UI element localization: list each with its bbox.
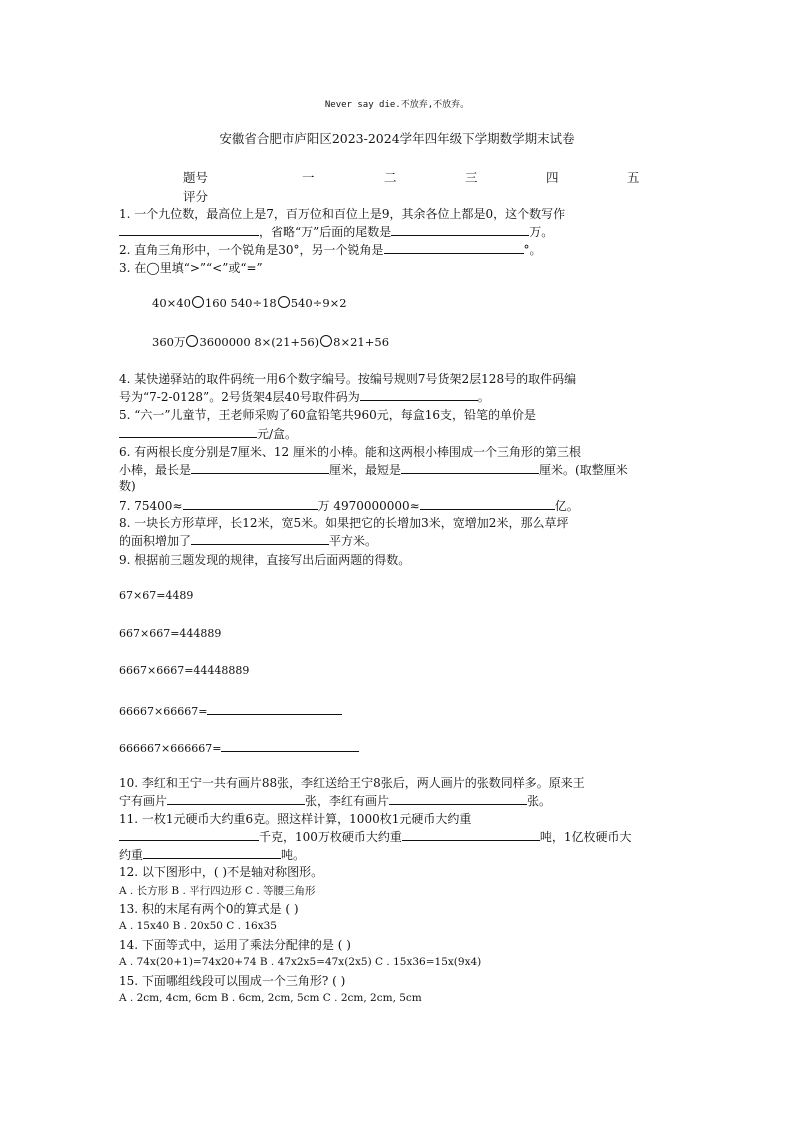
question-15-options[interactable]: A . 2cm, 4cm, 6cm B . 6cm, 2cm, 5cm C . 2cm, 2cm, 5cm: [119, 992, 422, 1004]
question-5-line-1: 5. “六一”儿童节，王老师采购了60盒铅笔共960元，每盒16支，铅笔的单价是: [119, 408, 536, 422]
answer-blank[interactable]: [391, 223, 529, 236]
question-6-line-1: 6. 有两根长度分别是7厘米、12 厘米的小棒。能和这两根小棒围成一个三角形的第三根: [119, 445, 581, 459]
answer-blank[interactable]: [401, 461, 539, 474]
answer-blank[interactable]: [384, 241, 524, 254]
answer-blank[interactable]: [119, 828, 259, 841]
question-11-line-3: 约重 吨。: [119, 848, 306, 862]
answer-blank[interactable]: [191, 532, 329, 545]
answer-blank[interactable]: [191, 461, 329, 474]
answer-blank[interactable]: [167, 792, 305, 805]
answer-blank[interactable]: [360, 388, 478, 401]
question-13: 13. 积的末尾有两个0的算式是 ( ): [119, 902, 299, 916]
question-6-line-2: 小棒，最长是 厘米，最短是 厘米。(取整厘米: [119, 463, 628, 477]
score-table-col-1: 一: [302, 170, 315, 185]
question-9-example-1: 67×67=4489: [119, 589, 194, 602]
question-14-options[interactable]: A . 74x(20+1)=74x20+74 B . 47x2x5=47x(2x5) C . 15x36=15x(9x4): [119, 956, 482, 968]
answer-blank[interactable]: [402, 828, 540, 841]
question-1-line-2: ，省略“万”后面的尾数是 万。: [119, 223, 553, 241]
question-15: 15. 下面哪组线段可以围成一个三角形? ( ): [119, 974, 346, 988]
answer-blank[interactable]: [119, 223, 259, 236]
score-table-col-4: 四: [546, 170, 559, 185]
score-table-col-3: 三: [465, 170, 478, 185]
question-9-task-2: 666667×666667=: [119, 739, 359, 755]
compare-circle[interactable]: [186, 335, 198, 347]
question-9-task-1: 66667×66667=: [119, 702, 342, 718]
question-10-line-1: 10. 李红和王宁一共有画片88张，李红送给王宁8张后，两人画片的张数同样多。原来王: [119, 776, 585, 790]
score-table-row-label: 评分: [183, 189, 209, 204]
question-3-row-1: 40×40 160 540÷18 540÷9×2: [152, 296, 347, 310]
question-10-line-2: 宁有画片 张，李红有画片 张。: [119, 794, 552, 808]
compare-circle[interactable]: [192, 296, 204, 308]
answer-blank[interactable]: [389, 792, 527, 805]
question-3: 3. 在◯里填“>”“<”或“=”: [119, 261, 263, 275]
question-9-example-2: 667×667=444889: [119, 627, 222, 640]
question-3-row-2: 360万 3600000 8×(21+56) 8×21+56: [152, 335, 390, 349]
question-11-line-1: 11. 一枚1元硬币大约重6克。照这样计算，1000枚1元硬币大约重: [119, 812, 472, 826]
question-9-example-3: 6667×6667=44448889: [119, 664, 250, 677]
question-8-line-1: 8. 一块长方形草坪，长12米，宽5米。如果把它的长增加3米，宽增加2米，那么草坪: [119, 516, 569, 530]
question-1-line-1: 1. 一个九位数，最高位上是7，百万位和百位上是9，其余各位上都是0，这个数写作: [119, 207, 566, 221]
score-table-col-5: 五: [627, 170, 640, 185]
answer-blank[interactable]: [183, 497, 318, 510]
answer-blank[interactable]: [119, 425, 257, 438]
page-title: 安徽省合肥市庐阳区2023-2024学年四年级下学期数学期末试卷: [219, 131, 575, 146]
question-2: 2. 直角三角形中，一个锐角是30°，另一个锐角是 °。: [119, 243, 542, 257]
question-12: 12. 以下图形中，( )不是轴对称图形。: [119, 865, 324, 879]
answer-blank[interactable]: [221, 739, 359, 752]
question-9: 9. 根据前三题发现的规律，直接写出后面两题的得数。: [119, 553, 411, 567]
question-11-line-2: 千克，100万枚硬币大约重 吨，1亿枚硬币大: [119, 828, 632, 846]
question-5-line-2: 元/盒。: [119, 425, 297, 443]
answer-blank[interactable]: [420, 497, 555, 510]
question-6-line-3: 数): [119, 479, 136, 493]
question-8-line-2: 的面积增加了 平方米。: [119, 534, 378, 548]
score-table-col-2: 二: [384, 170, 397, 185]
motto: Never say die.不放弃,不放弃。: [324, 100, 470, 110]
question-4-line-1: 4. 某快递驿站的取件码统一用6个数字编号。按编号规则7号货架2层128号的取件码编: [119, 372, 577, 386]
compare-circle[interactable]: [278, 296, 290, 308]
question-12-options[interactable]: A . 长方形 B . 平行四边形 C . 等腰三角形: [119, 885, 316, 897]
compare-circle[interactable]: [320, 335, 332, 347]
answer-blank[interactable]: [207, 702, 342, 715]
score-table-col-label: 题号: [183, 170, 209, 185]
question-13-options[interactable]: A . 15x40 B . 20x50 C . 16x35: [119, 920, 277, 932]
question-4-line-2: 号为“7-2-0128”。2号货架4层40号取件码为 。: [119, 390, 490, 404]
answer-blank[interactable]: [143, 846, 281, 859]
question-14: 14. 下面等式中，运用了乘法分配律的是 ( ): [119, 938, 351, 952]
question-7: 7. 75400≈ 万 4970000000≈ 亿。: [119, 499, 579, 513]
